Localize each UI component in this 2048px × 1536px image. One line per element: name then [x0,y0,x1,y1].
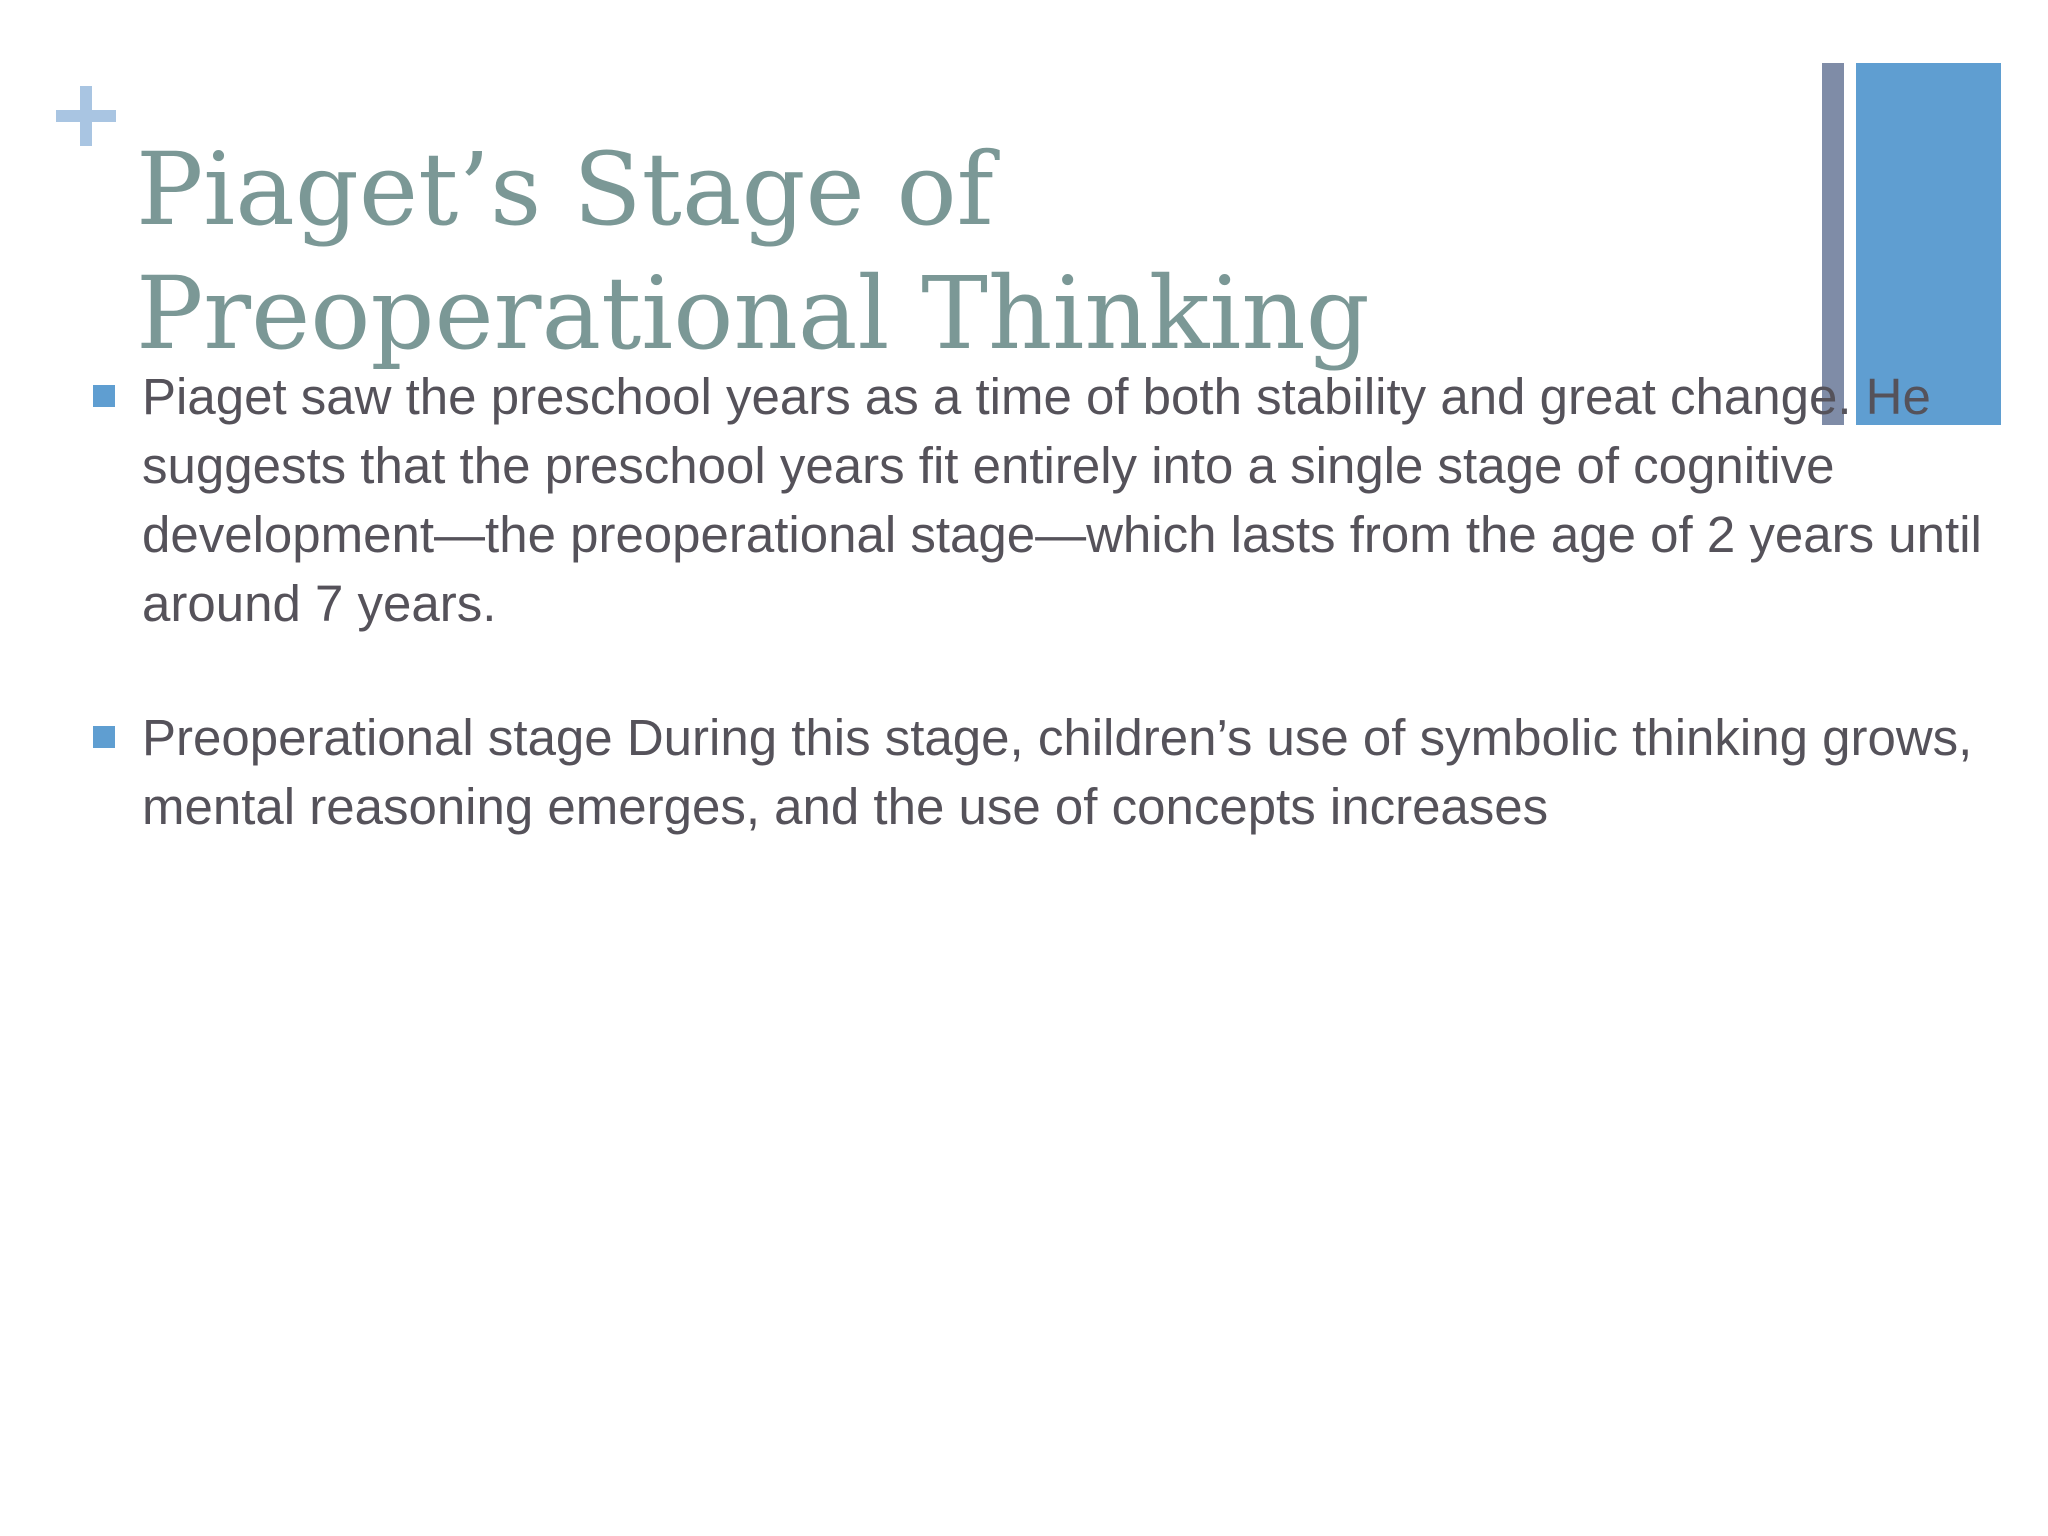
square-bullet-icon [93,385,115,407]
bullet-item [90,703,2000,841]
plus-icon [56,86,116,146]
bullet-text: Preoperational stage During this stage, children’s use of symbolic thinking grows, mental reasoning emerges, and the use of concepts increases [142,709,1973,835]
bullet-text: Piaget saw the preschool years as a time of both stability and great change. He suggests that the preschool years fit entirely into a single stage of cognitive development—the preoperational stage—which lasts from the age of 2 years until around 7 years. [142,368,1982,632]
square-bullet-icon [93,726,115,748]
bullet-item [90,362,2000,638]
slide-title: Piaget’s Stage of Preoperational Thinking [136,131,1370,372]
bullet-list [90,362,2000,906]
